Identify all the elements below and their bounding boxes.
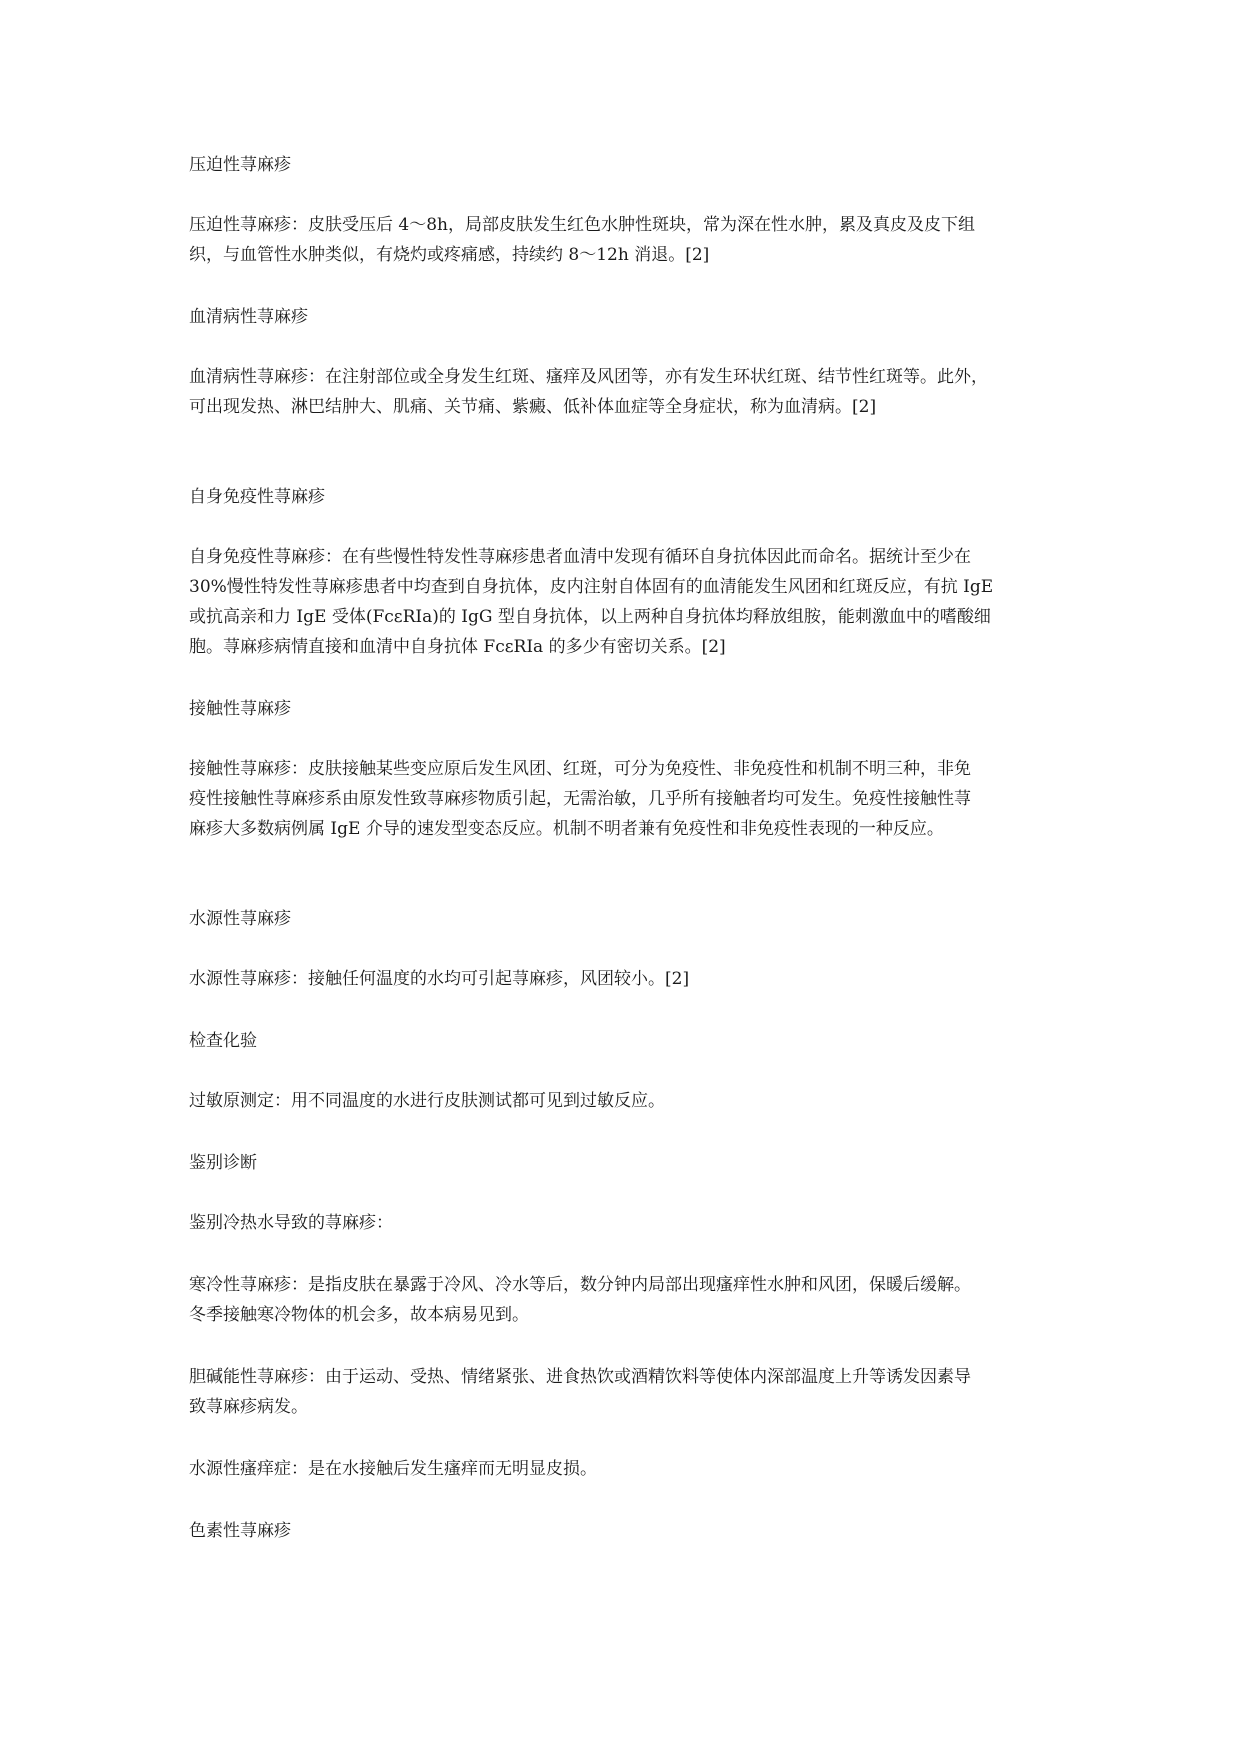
document-body (189, 150, 1057, 1576)
paragraph (189, 1362, 1057, 1422)
section-heading: 色素性荨麻疹 (189, 1521, 291, 1541)
paragraph-line: 压迫性荨麻疹：皮肤受压后 4～8h，局部皮肤发生红色水肿性斑块，常为深在性水肿，累及真皮及皮下组 (189, 215, 975, 235)
paragraph-line: 或抗高亲和力 IgE 受体(FcεRIa)的 IgG 型自身抗体，以上两种自身抗体均释放组胺，能刺激血中的嗜酸细 (189, 607, 991, 627)
paragraph-line: 致荨麻疹病发。 (189, 1397, 308, 1417)
paragraph-line: 可出现发热、淋巴结肿大、肌痛、关节痛、紫癜、低补体血症等全身症状，称为血清病。[2] (189, 397, 877, 417)
paragraph-line: 过敏原测定：用不同温度的水进行皮肤测试都可见到过敏反应。 (189, 1091, 665, 1111)
paragraph-line: 寒冷性荨麻疹：是指皮肤在暴露于冷风、冷水等后，数分钟内局部出现瘙痒性水肿和风团，保暖后缓解。 (189, 1275, 971, 1295)
paragraph (189, 1270, 1057, 1330)
paragraph-line: 织，与血管性水肿类似，有烧灼或疼痛感，持续约 8～12h 消退。[2] (189, 245, 710, 265)
section-heading: 压迫性荨麻疹 (189, 155, 291, 175)
section-heading: 水源性荨麻疹 (189, 909, 291, 929)
paragraph-line: 30%慢性特发性荨麻疹患者中均查到自身抗体，皮内注射自体固有的血清能发生风团和红斑反应，有抗 IgE (189, 577, 994, 597)
paragraph-line: 血清病性荨麻疹：在注射部位或全身发生红斑、瘙痒及风团等，亦有发生环状红斑、结节性红斑等。此外， (189, 367, 988, 387)
paragraph-line: 鉴别冷热水导致的荨麻疹： (189, 1213, 393, 1233)
section-heading: 检查化验 (189, 1031, 257, 1051)
paragraph (189, 210, 1057, 270)
paragraph-line: 胆碱能性荨麻疹：由于运动、受热、情绪紧张、进食热饮或酒精饮料等使体内深部温度上升等诱发因素导 (189, 1367, 971, 1387)
paragraph-line: 胞。荨麻疹病情直接和血清中自身抗体 FcεRIa 的多少有密切关系。[2] (189, 637, 726, 657)
paragraph (189, 542, 1057, 662)
paragraph-line: 疫性接触性荨麻疹系由原发性致荨麻疹物质引起，无需治敏，几乎所有接触者均可发生。免疫性接触性荨 (189, 789, 971, 809)
section-heading: 鉴别诊断 (189, 1153, 257, 1173)
paragraph-line: 自身免疫性荨麻疹：在有些慢性特发性荨麻疹患者血清中发现有循环自身抗体因此而命名。据统计至少在 (189, 547, 971, 567)
paragraph (189, 754, 1057, 844)
paragraph (189, 964, 1057, 994)
paragraph-line: 麻疹大多数病例属 IgE 介导的速发型变态反应。机制不明者兼有免疫性和非免疫性表现的一种反应。 (189, 819, 944, 839)
paragraph-line: 水源性荨麻疹：接触任何温度的水均可引起荨麻疹，风团较小。[2] (189, 969, 690, 989)
section-heading: 自身免疫性荨麻疹 (189, 487, 325, 507)
paragraph (189, 362, 1057, 422)
paragraph (189, 1208, 1057, 1238)
paragraph-line: 水源性瘙痒症：是在水接触后发生瘙痒而无明显皮损。 (189, 1459, 597, 1479)
section-heading: 血清病性荨麻疹 (189, 307, 308, 327)
paragraph-line: 冬季接触寒冷物体的机会多，故本病易见到。 (189, 1305, 529, 1325)
paragraph (189, 1086, 1057, 1116)
paragraph-line: 接触性荨麻疹：皮肤接触某些变应原后发生风团、红斑，可分为免疫性、非免疫性和机制不明三种，非免 (189, 759, 971, 779)
section-heading: 接触性荨麻疹 (189, 699, 291, 719)
paragraph (189, 1454, 1057, 1484)
